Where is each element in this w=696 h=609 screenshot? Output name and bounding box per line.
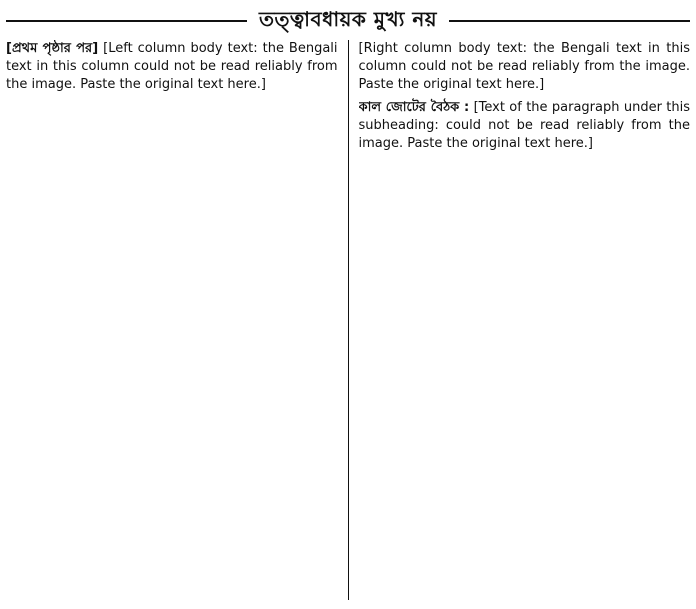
headline-rule-left — [6, 20, 247, 22]
continued-from-label: [প্রথম পৃষ্ঠার পর] — [6, 41, 99, 56]
article-column-right — [359, 40, 691, 600]
column-divider — [348, 40, 349, 600]
article-body — [6, 40, 690, 600]
paragraph — [359, 99, 691, 154]
headline-rule-right — [449, 20, 690, 22]
paragraph-text: [Text of the paragraph under this subheading: could not be read reliably from the image. Paste the original text here.] — [358, 99, 690, 152]
headline-bar — [6, 6, 690, 36]
paragraph-text: [Right column body text: the Bengali text in this column could not be read reliably from the image. Paste the original text here.] — [358, 41, 690, 93]
paragraph-text: [Left column body text: the Bengali text in this column could not be read reliably from the image. Paste the original text here.] — [6, 41, 338, 93]
article-column-left — [6, 40, 338, 600]
subheading: কাল জোটের বৈঠক : — [358, 99, 470, 115]
headline: তত্ত্বাবধায়ক মুখ্য নয় — [258, 6, 438, 31]
paragraph — [359, 40, 691, 95]
paragraph — [6, 40, 338, 95]
